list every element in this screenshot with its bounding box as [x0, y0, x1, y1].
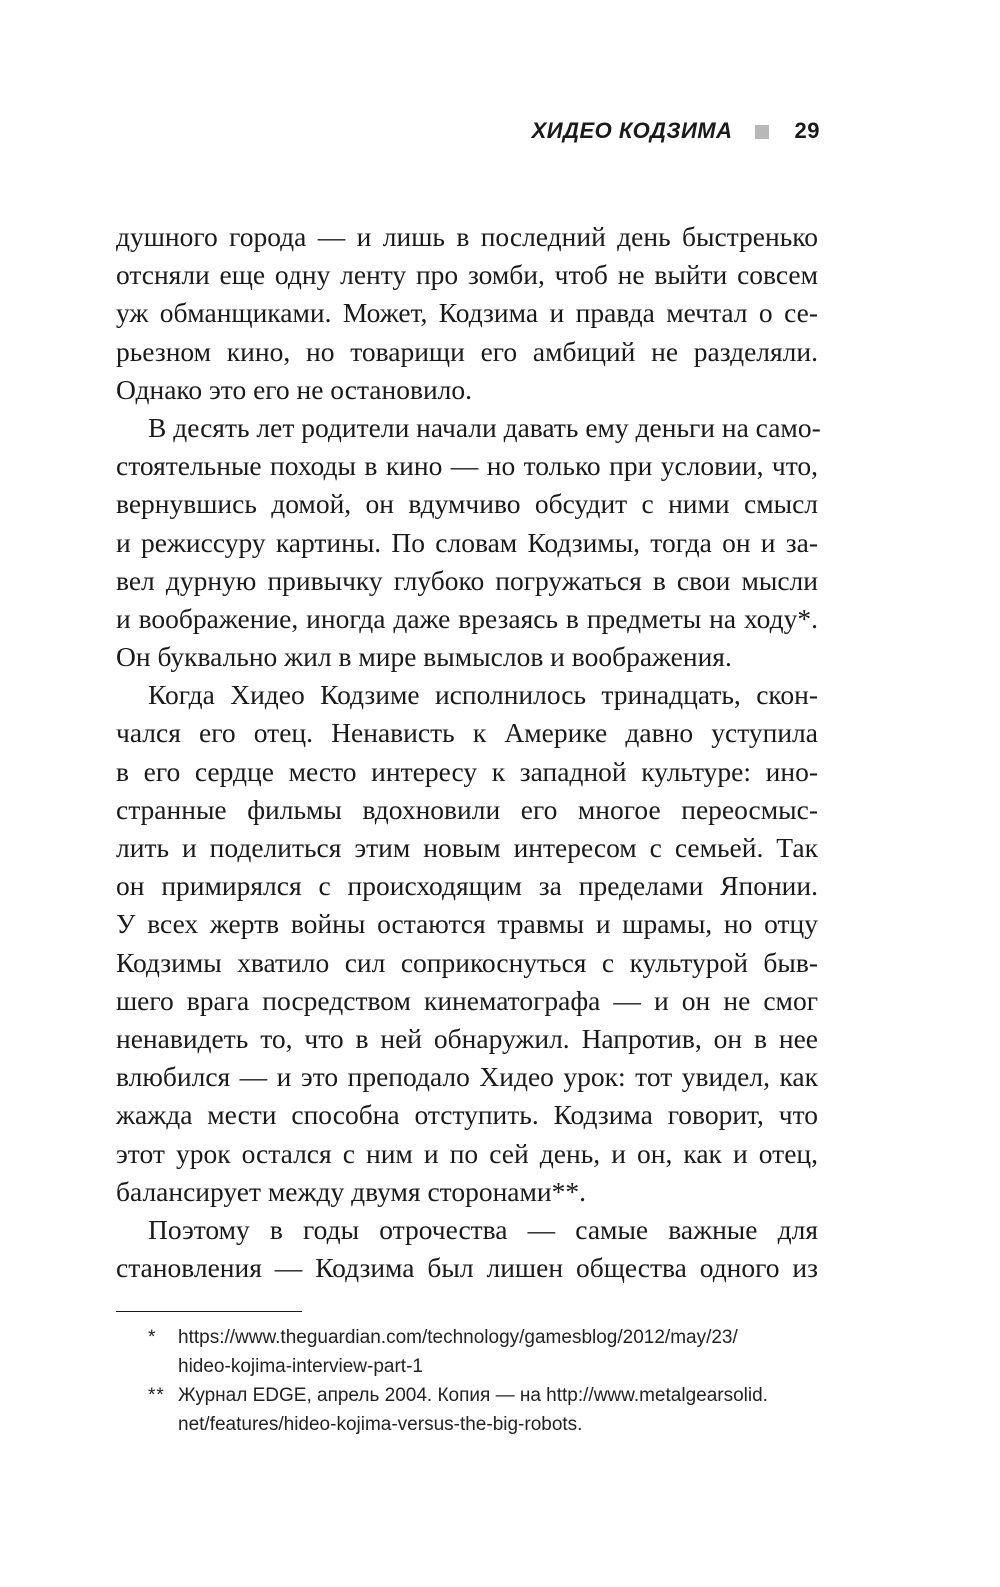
footnotes — [116, 1323, 818, 1439]
body-line: жажда мести способна отступить. Кодзима говорит, что — [116, 1099, 818, 1131]
body-line: Поэтому в годы отрочества — самые важные для — [148, 1213, 818, 1245]
body-line: чался его отец. Ненависть к Америке давно уступила — [116, 717, 818, 749]
body-line: вел дурную привычку глубоко погружаться в свои мысли — [116, 564, 818, 596]
body-line: странные фильмы вдохновили его многое переосмыс- — [116, 793, 818, 825]
footnote-text[interactable]: Журнал EDGE, апрель 2004. Копия — на http://www.metalgearsolid. — [178, 1385, 768, 1406]
body-line: он примирялся с происходящим за пределами Японии. — [116, 870, 818, 902]
body-line: этот урок остался с ним и по сей день, и он, как и отец, — [116, 1137, 818, 1169]
body-line: и воображение, иногда даже врезаясь в предметы на ходу*. — [116, 602, 818, 634]
body-line: уж обманщиками. Может, Кодзима и правда мечтал о се- — [116, 297, 818, 329]
body-line: У всех жертв войны остаются травмы и шрамы, но отцу — [116, 908, 818, 940]
footnote-divider — [116, 1311, 302, 1312]
body-line: вернувшись домой, он вдумчиво обсудит с ними смысл — [116, 488, 818, 520]
body-line: становления — Кодзима был лишен общества одного из — [116, 1252, 818, 1284]
body-line: и режиссуру картины. По словам Кодзимы, тогда он и за- — [116, 526, 818, 558]
body-line: лить и поделиться этим новым интересом с семьей. Так — [116, 832, 818, 863]
running-head — [532, 118, 820, 144]
footnote-text[interactable]: net/features/hideo-kojima-versus-the-big-robots. — [178, 1414, 583, 1435]
body-line: Когда Хидео Кодзиме исполнилось тринадцать, скон- — [148, 679, 818, 711]
running-head-title: ХИДЕО КОДЗИМА — [531, 118, 733, 143]
footnote-link[interactable]: https://www.theguardian.com/technology/gamesblog/2012/may/23/ — [178, 1327, 738, 1348]
footnote — [116, 1381, 818, 1439]
body-line: отсняли еще одну ленту про зомби, чтоб не выйти совсем — [116, 259, 818, 291]
body-line: душного города — и лишь в последний день быстренько — [116, 221, 818, 252]
body-line: В десять лет родители начали давать ему деньги на само- — [148, 411, 821, 443]
body-line: Он буквально жил в мире вымыслов и воображения. — [116, 641, 732, 673]
body-line: влюбился — и это преподало Хидео урок: тот увидел, как — [116, 1061, 818, 1093]
body-line: Кодзимы хватило сил соприкоснуться с культурой быв- — [116, 946, 818, 978]
footnote-link[interactable]: hideo-kojima-interview-part-1 — [178, 1356, 423, 1377]
page-number: 29 — [794, 118, 820, 143]
body-line: ненавидеть то, что в ней обнаружил. Напротив, он в нее — [116, 1022, 818, 1054]
footnote-mark: * — [148, 1327, 157, 1348]
body-text — [116, 218, 821, 1287]
body-line: Однако это его не остановило. — [116, 373, 473, 405]
body-line: балансирует между двумя сторонами**. — [116, 1175, 586, 1207]
square-ornament-icon — [755, 125, 769, 139]
footnote — [116, 1323, 818, 1381]
body-line: стоятельные походы в кино — но только при условии, что, — [116, 450, 818, 482]
body-line: шего врага посредством кинематографа — и он не смог — [116, 984, 818, 1016]
body-line: в его сердце место интересу к западной культуре: ино- — [116, 755, 818, 787]
body-line: рьезном кино, но товарищи его амбиций не разделяли. — [116, 335, 818, 367]
footnote-mark: ** — [148, 1385, 165, 1406]
